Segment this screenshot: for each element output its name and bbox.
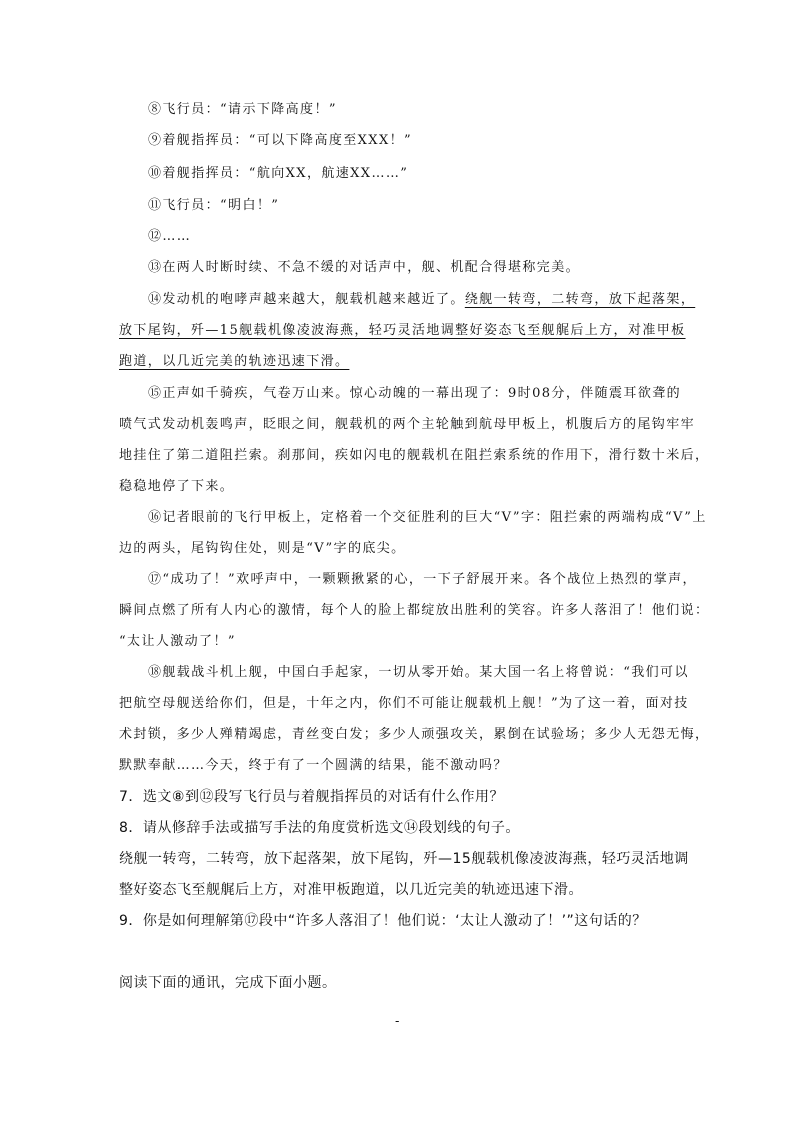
paragraph-14-underlined-text: 绕舰一转弯，二转弯，放下起落架， [464, 292, 696, 307]
paragraph-15-line-1: ⑮正声如千骑疾，气卷万山来。惊心动魄的一幕出现了：9时08分，伴随震耳欲聋的 [148, 386, 682, 401]
paragraph-15-line-3: 地挂住了第二道阻拦索。刹那间，疾如闪电的舰载机在阻拦索系统的作用下，滑行数十米后， [119, 448, 710, 463]
paragraph-17-line-1: ⑰“成功了！”欢呼声中，一颗颗揪紧的心，一下子舒展开来。各个战位上热烈的掌声， [148, 572, 697, 587]
paragraph-18-line-3: 术封锁，多少人殚精竭虑，青丝变白发；多少人顽强攻关，累倒在试验场；多少人无怨无悔， [119, 727, 710, 742]
paragraph-17-line-2: 瞬间点燃了所有人内心的激情，每个人的脸上都绽放出胜利的笑容。许多人落泪了！他们说： [119, 603, 710, 618]
question-9: 9．你是如何理解第⑰段中“许多人落泪了！他们说：‘太让人激动了！’”这句话的？ [119, 913, 647, 929]
question-7: 7．选文⑧到⑫段写飞行员与着舰指挥员的对话有什么作用？ [119, 789, 504, 805]
paragraph-14-line-1 [148, 290, 695, 310]
paragraph-15-line-2: 喷气式发动机轰鸣声，眨眼之间，舰载机的两个主轮触到航母甲板上，机腹后方的尾钩牢牢 [119, 417, 696, 432]
page-number-mark: - [395, 1014, 400, 1029]
paragraph-16-line-2: 边的两头，尾钩钩住处，则是“V”字的底尖。 [119, 541, 406, 556]
paragraph-17-line-3: “太让人激动了！” [119, 634, 236, 649]
paragraph-14-line-2: 放下尾钩，歼—15舰载机像凌波海燕，轻巧灵活地调整好姿态飞至舰艉后上方，对准甲板 [119, 323, 686, 338]
paragraph-9: ⑨着舰指挥员：“可以下降高度至XXX！” [148, 133, 413, 148]
paragraph-8: ⑧飞行员：“请示下降高度！” [148, 102, 337, 117]
paragraph-11: ⑪飞行员：“明白！” [148, 198, 280, 213]
paragraph-18-line-2: 把航空母舰送给你们，但是，十年之内，你们不可能让舰载机上舰！”为了这一着，面对技 [119, 696, 689, 711]
next-section-instruction: 阅读下面的通讯，完成下面小题。 [119, 975, 337, 991]
paragraph-14-line-3: 跑道，以几近完美的轨迹迅速下滑。 [119, 354, 350, 369]
question-8-quote-line-2: 整好姿态飞至舰艉后上方，对准甲板跑道，以几近完美的轨迹迅速下滑。 [119, 882, 583, 898]
paragraph-10: ⑩着舰指挥员：“航向XX，航速XX……” [148, 166, 409, 181]
paragraph-18-line-1: ⑱舰载战斗机上舰，中国白手起家，一切从零开始。某大国一名上将曾说：“我们可以 [148, 665, 689, 680]
paragraph-12: ⑫…… [148, 229, 192, 244]
paragraph-15-line-4: 稳稳地停了下来。 [119, 479, 235, 494]
paragraph-18-line-4: 默默奉献……今天，终于有了一个圆满的结果，能不激动吗？ [119, 758, 508, 773]
paragraph-14-plain-text: ⑭发动机的咆哮声越来越大，舰载机越来越近了。 [148, 292, 465, 307]
paragraph-13: ⑬在两人时断时续、不急不缓的对话声中，舰、机配合得堪称完美。 [148, 260, 581, 275]
question-8: 8．请从修辞手法或描写手法的角度赏析选文⑭段划线的句子。 [119, 820, 520, 836]
paragraph-16-line-1: ⑯记者眼前的飞行甲板上，定格着一个交征胜利的巨大“V”字：阻拦索的两端构成“V”上 [148, 510, 707, 525]
question-8-quote-line-1: 绕舰一转弯，二转弯，放下起落架，放下尾钩，歼—15舰载机像凌波海燕，轻巧灵活地调 [119, 851, 689, 867]
